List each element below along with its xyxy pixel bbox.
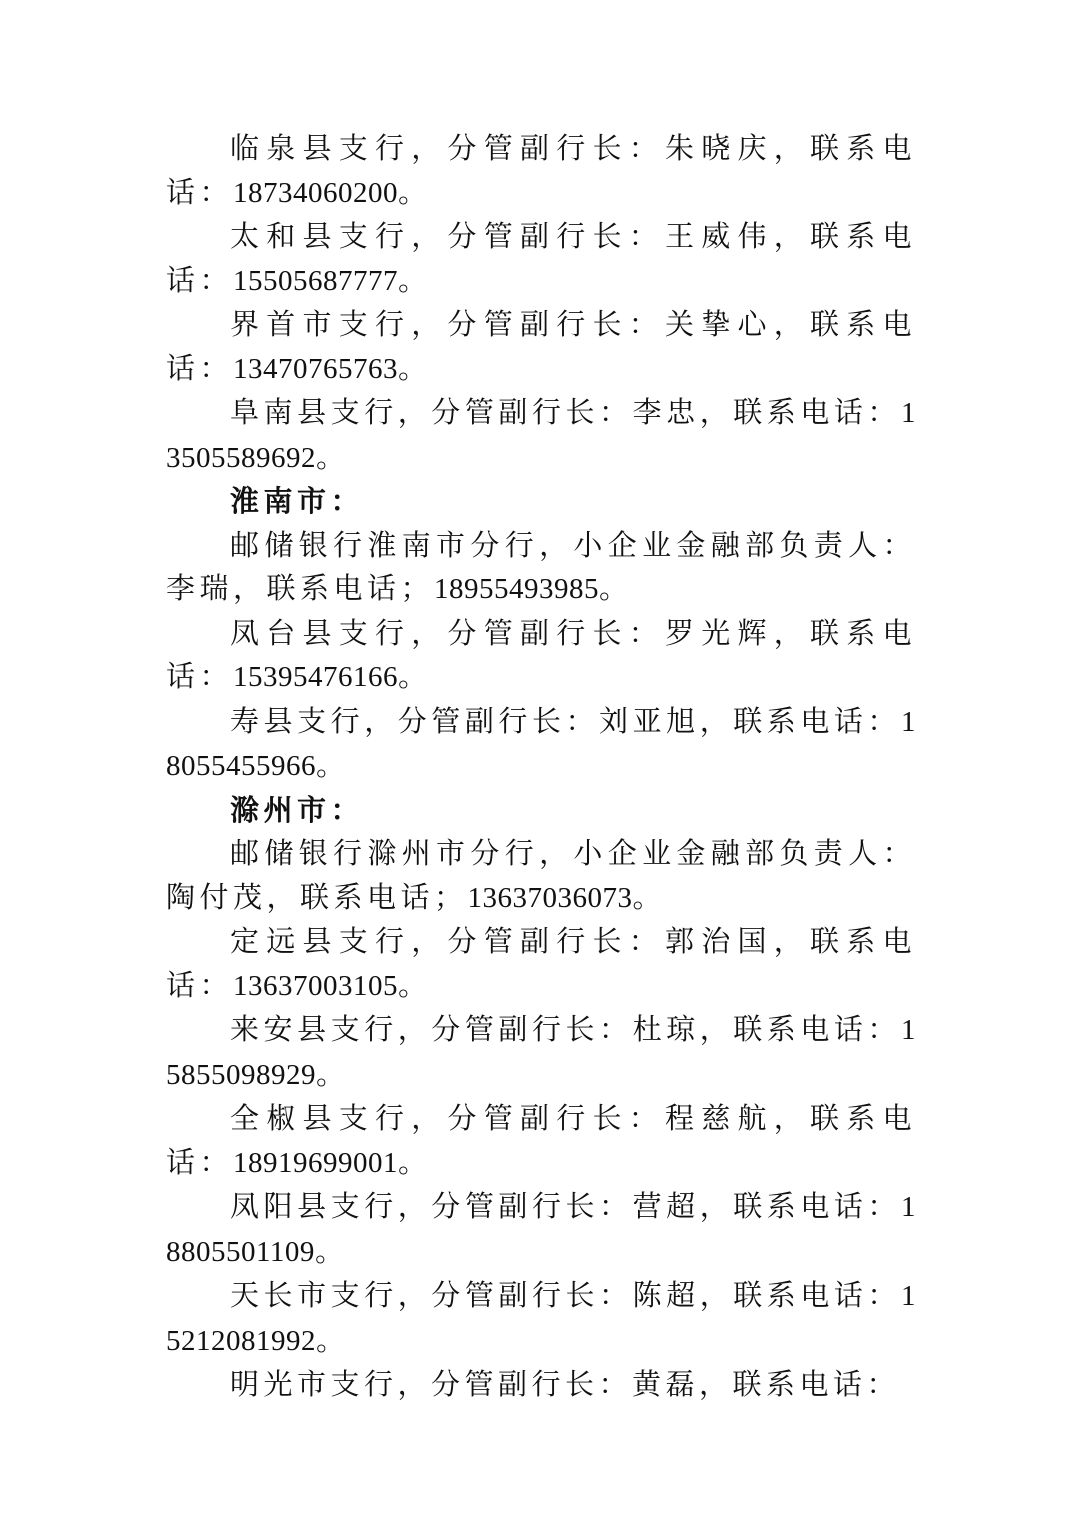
- entry-fengtai: [166, 612, 916, 700]
- entry-text: 天长市支行，分管副行长：陈超，联系电话：: [230, 1278, 901, 1312]
- entry-jieshou: [166, 303, 916, 391]
- entry-funan: [166, 391, 916, 480]
- entry-taihe: [166, 215, 916, 303]
- entry-tail: 。: [316, 748, 350, 782]
- phone-number: 13637036073: [467, 881, 633, 914]
- entry-text: 凤阳县支行，分管副行长：营超，联系电话：: [230, 1189, 901, 1223]
- phone-number: 15395476166: [233, 661, 399, 693]
- entry-text: 阜南县支行，分管副行长：李忠，联系电话：: [230, 395, 901, 429]
- phone-number: 18955493985: [434, 573, 600, 605]
- entry-text: 寿县支行，分管副行长：刘亚旭，联系电话：: [230, 703, 901, 738]
- entry-text: 邮储银行滁州市分行，小企业金融部负责人：陶付茂，联系电话；: [166, 836, 916, 914]
- document-page: [166, 127, 916, 1408]
- phone-number: 15505687777: [233, 264, 399, 297]
- phone-number: 18734060200: [233, 176, 399, 209]
- phone-number: 15855098929: [166, 1014, 916, 1091]
- phone-number: 18805501109: [166, 1191, 916, 1268]
- entry-text: 邮储银行淮南市分行，小企业金融部负责人：李瑞，联系电话；: [166, 527, 916, 605]
- entry-text: 界首市支行，分管副行长：关挚心，联系电话：: [166, 307, 916, 385]
- entry-laian: [166, 1008, 916, 1097]
- entry-text: 定远县支行，分管副行长：郭治国，联系电话：: [166, 924, 916, 1002]
- phone-number: 18055455966: [166, 705, 916, 782]
- entry-linquan: [166, 127, 916, 215]
- entry-tail: 。: [398, 174, 432, 209]
- entry-huainan-branch: [166, 524, 916, 612]
- entry-text: 太和县支行，分管副行长：王威伟，联系电话：: [166, 219, 916, 297]
- entry-tail: 。: [398, 350, 432, 385]
- phone-number: 15212081992: [166, 1280, 916, 1357]
- phone-number: 18919699001: [233, 1146, 399, 1179]
- phone-number: 13637003105: [233, 969, 399, 1002]
- entry-tail: 。: [398, 262, 432, 297]
- phone-number: 13470765763: [233, 352, 399, 385]
- entry-text: 全椒县支行，分管副行长：程慈航，联系电话：: [166, 1101, 916, 1179]
- section-heading-chuzhou: 滁州市：: [230, 792, 365, 827]
- entry-tail: 。: [314, 1233, 349, 1268]
- entry-text: 来安县支行，分管副行长：杜琼，联系电话：: [230, 1012, 901, 1046]
- entry-quanjiao: [166, 1097, 916, 1185]
- entry-text: 明光市支行，分管副行长：黄磊，联系电话：: [230, 1367, 901, 1401]
- entry-text: 凤台县支行，分管副行长：罗光辉，联系电话：: [166, 615, 916, 693]
- entry-tail: 。: [398, 1144, 432, 1179]
- section-heading-huainan: 淮南市：: [230, 484, 365, 518]
- entry-tianchang: [166, 1274, 916, 1363]
- entry-tail: 。: [316, 1322, 350, 1357]
- entry-chuzhou-branch: [166, 832, 916, 920]
- entry-text: 临泉县支行，分管副行长：朱晓庆，联系电话：: [166, 131, 916, 209]
- entry-tail: 。: [398, 967, 432, 1002]
- entry-dingyuan: [166, 920, 916, 1008]
- entry-tail: 。: [599, 571, 633, 605]
- entry-fengyang: [166, 1185, 916, 1274]
- phone-number: 13505589692: [166, 397, 916, 474]
- entry-tail: 。: [316, 1056, 350, 1091]
- entry-tail: 。: [316, 439, 350, 474]
- entry-tail: 。: [398, 659, 432, 693]
- entry-shouxian: [166, 700, 916, 789]
- entry-mingguang: [166, 1363, 916, 1408]
- entry-tail: 。: [632, 879, 667, 914]
